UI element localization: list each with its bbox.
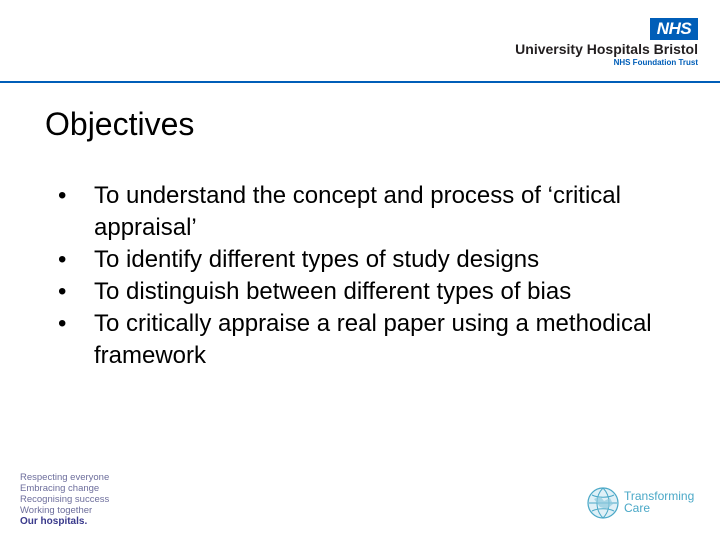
slide-title: Objectives: [45, 106, 195, 142]
globe-icon: [586, 486, 620, 520]
transforming-care-logo: [586, 486, 706, 522]
header: [0, 0, 720, 82]
bullet-icon: •: [58, 278, 67, 305]
list-item: [52, 244, 672, 276]
tc-line: Care: [624, 501, 651, 515]
trust-values: [20, 472, 109, 527]
bullet-text: To critically appraise a real paper using a methodical framework: [94, 310, 652, 369]
org-subtitle: NHS Foundation Trust: [613, 58, 698, 67]
bullet-text: To distinguish between different types of bias: [94, 278, 572, 305]
value-line: Our hospitals.: [20, 516, 88, 527]
bullet-text: To identify different types of study designs: [94, 246, 540, 273]
value-line: Embracing change: [20, 483, 100, 494]
bullet-icon: •: [58, 182, 67, 209]
list-item: [52, 308, 672, 372]
value-line: Recognising success: [20, 494, 110, 505]
bullet-icon: •: [58, 310, 67, 337]
list-item: [52, 276, 672, 308]
transforming-care-text: [624, 490, 694, 514]
org-name: University Hospitals Bristol: [515, 41, 698, 57]
bullet-text: To understand the concept and process of ‘critical appraisal’: [94, 182, 621, 241]
value-line: Working together: [20, 505, 93, 516]
tc-line: Transforming: [624, 489, 695, 503]
nhs-logo: NHS: [650, 18, 698, 40]
header-divider: [0, 81, 720, 83]
objectives-list: [52, 180, 672, 372]
bullet-icon: •: [58, 246, 67, 273]
list-item: [52, 180, 672, 244]
value-line: Respecting everyone: [20, 472, 110, 483]
